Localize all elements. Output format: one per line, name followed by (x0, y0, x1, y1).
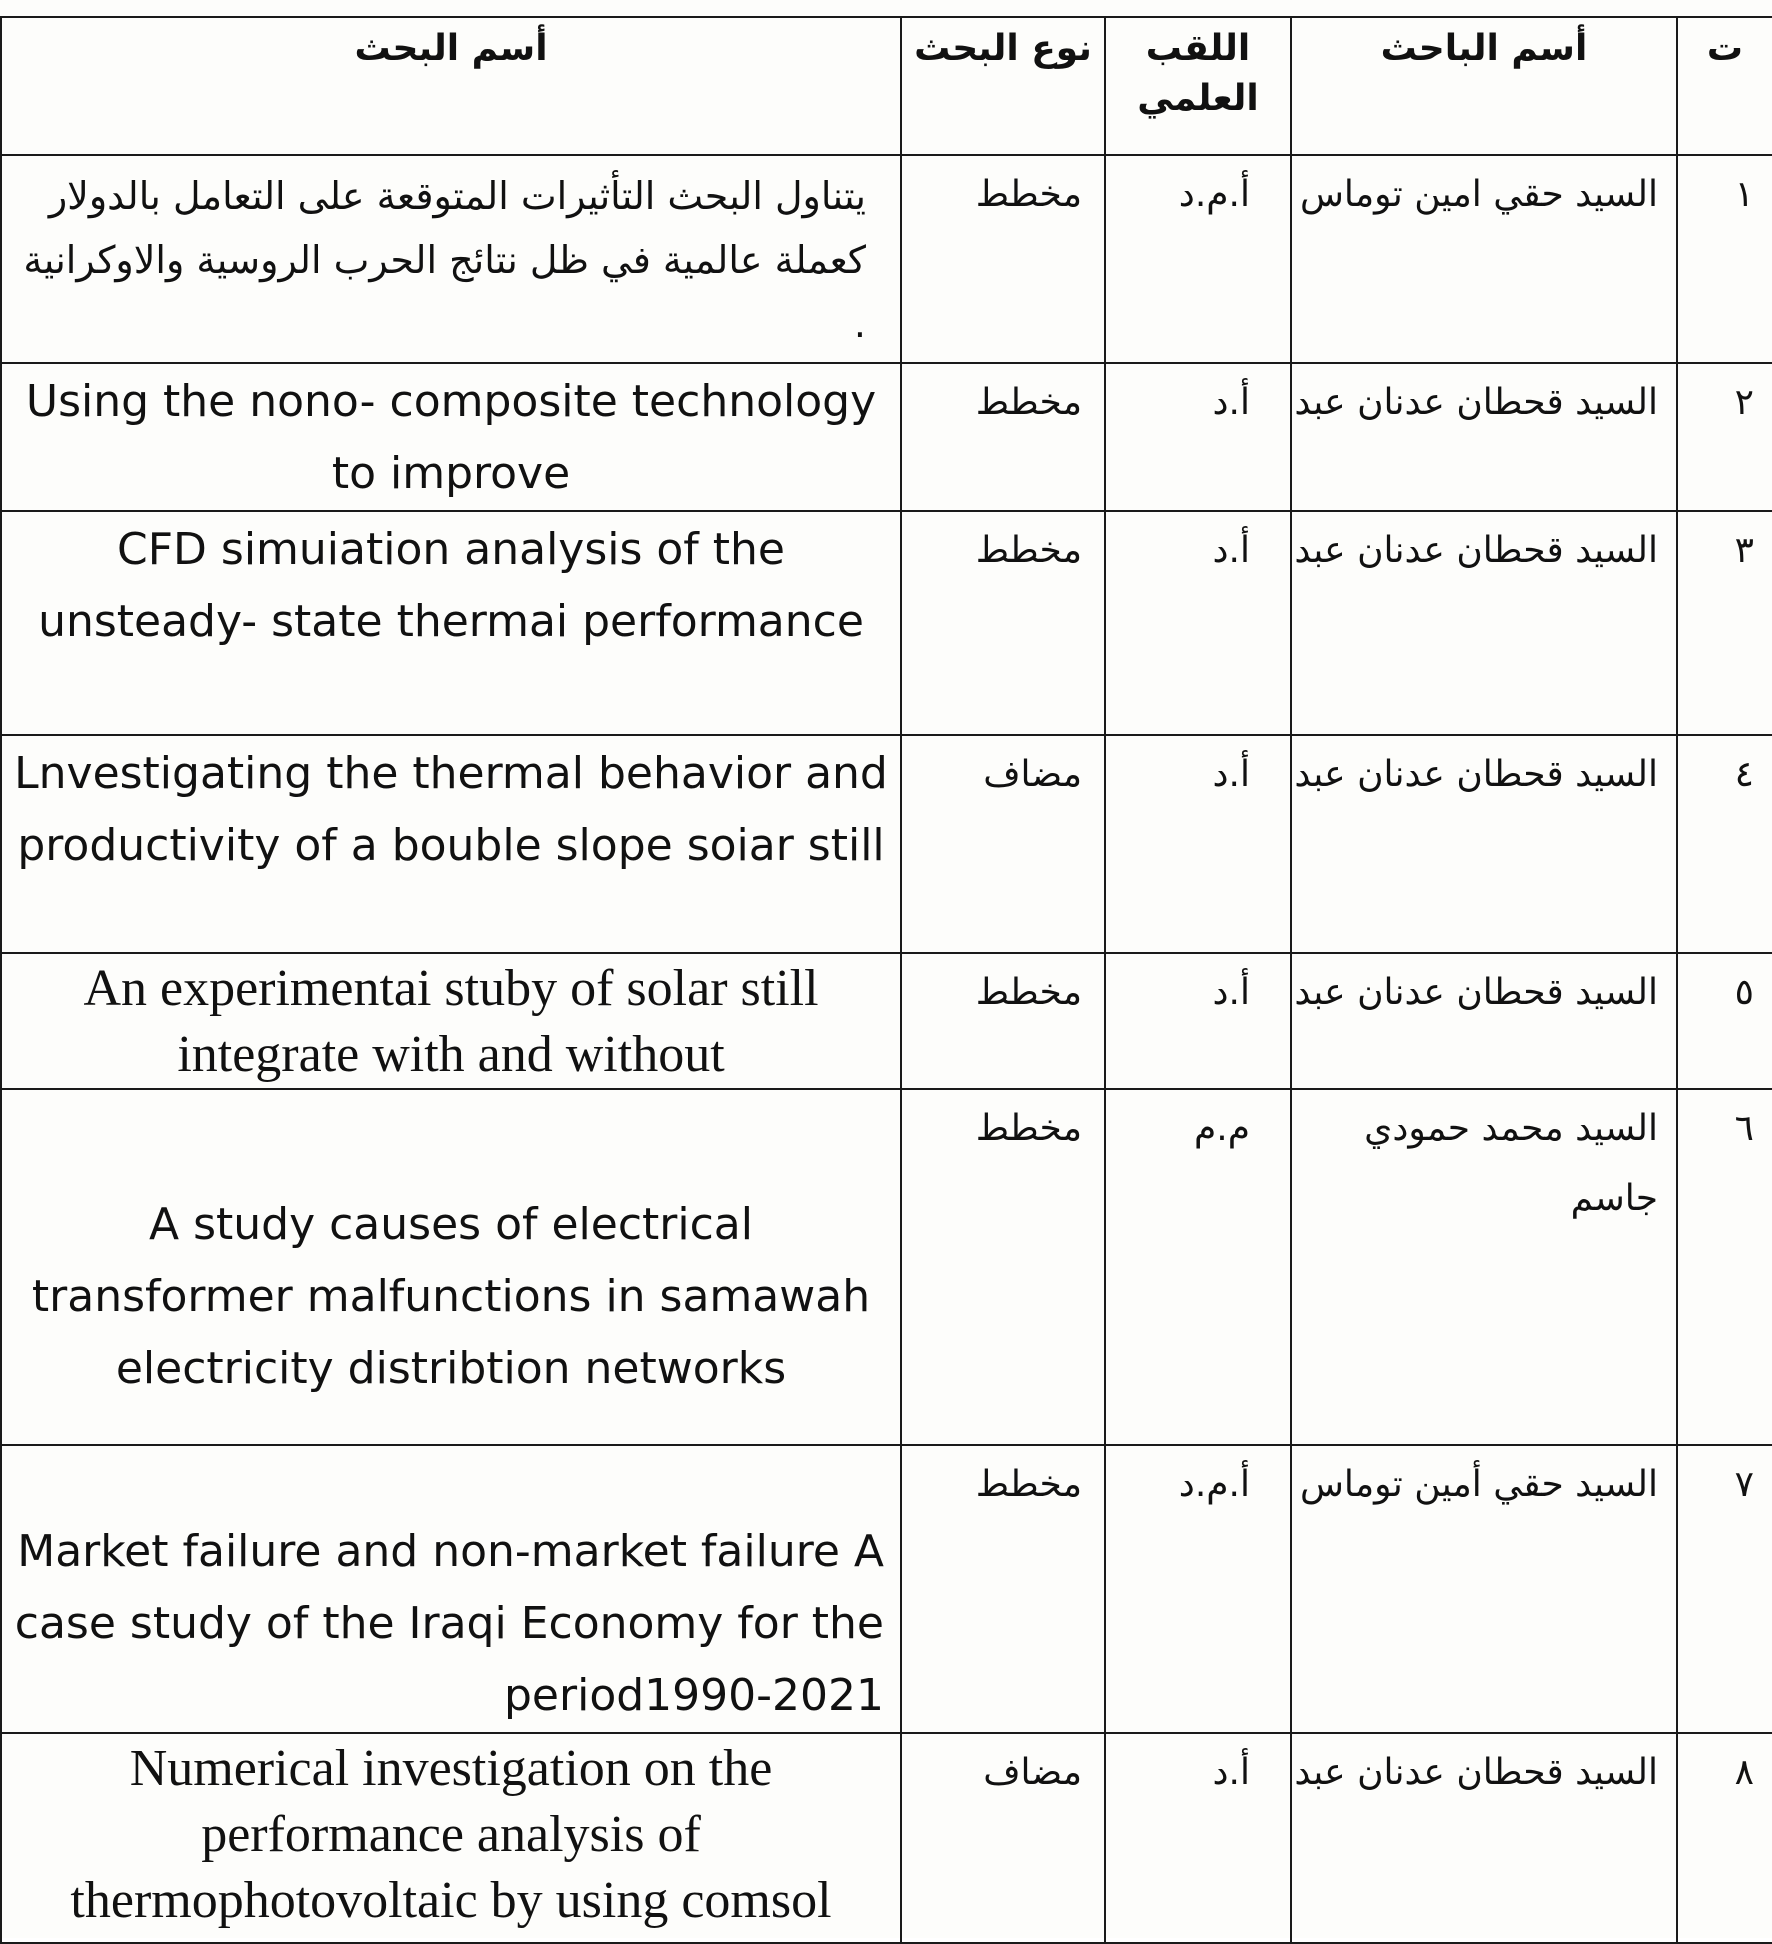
table-row (1, 155, 1772, 363)
research-type-cell: مخطط (901, 1089, 1105, 1445)
research-title-cell: Lnvestigating the thermal behavior and productivity of a bouble slope soiar still (1, 735, 901, 953)
table-row (1, 1089, 1772, 1445)
researcher-name-cell: السيد قحطان عدنان عبد (1291, 1733, 1677, 1943)
researcher-name-cell: السيد حقي امين توماس (1291, 155, 1677, 363)
row-number-cell: ٤ (1677, 735, 1772, 953)
research-type-cell: مضاف (901, 1733, 1105, 1943)
header-academic-title: اللقب العلمي (1105, 17, 1291, 155)
research-title-cell: Using the nono- composite technology to improve (1, 363, 901, 511)
researcher-name-cell: السيد قحطان عدنان عبد (1291, 735, 1677, 953)
row-number-cell: ١ (1677, 155, 1772, 363)
header-number: ت (1677, 17, 1772, 155)
academic-title-cell: أ.م.د (1105, 155, 1291, 363)
table-row (1, 363, 1772, 511)
researcher-name-cell: السيد قحطان عدنان عبد (1291, 511, 1677, 735)
table-row (1, 953, 1772, 1089)
research-title-cell: A study causes of electrical transformer malfunctions in samawah electricity distribtion networks (1, 1089, 901, 1445)
academic-title-cell: أ.د (1105, 953, 1291, 1089)
research-table (0, 16, 1772, 1944)
header-research-type: نوع البحث (901, 17, 1105, 155)
table-row (1, 511, 1772, 735)
research-title-cell: Numerical investigation on the performance analysis of thermophotovoltaic by using comsol (1, 1733, 901, 1943)
academic-title-cell: أ.د (1105, 511, 1291, 735)
row-number-cell: ٣ (1677, 511, 1772, 735)
table-row (1, 1445, 1772, 1733)
research-type-cell: مخطط (901, 155, 1105, 363)
research-type-cell: مخطط (901, 511, 1105, 735)
header-row (1, 17, 1772, 155)
academic-title-cell: أ.م.د (1105, 1445, 1291, 1733)
research-type-cell: مضاف (901, 735, 1105, 953)
header-research-title: أسم البحث (1, 17, 901, 155)
header-researcher-name: أسم الباحث (1291, 17, 1677, 155)
row-number-cell: ٧ (1677, 1445, 1772, 1733)
researcher-name-cell: السيد قحطان عدنان عبد (1291, 363, 1677, 511)
research-type-cell: مخطط (901, 363, 1105, 511)
research-title-cell: An experimentai stuby of solar still integrate with and without (1, 953, 901, 1089)
research-title-cell: Market failure and non-market failure A case study of the Iraqi Economy for the period1990-2021 (1, 1445, 901, 1733)
table-row (1, 735, 1772, 953)
academic-title-cell: م.م (1105, 1089, 1291, 1445)
row-number-cell: ٦ (1677, 1089, 1772, 1445)
research-title-cell: يتناول البحث التأثيرات المتوقعة على التعامل بالدولار كعملة عالمية في ظل نتائج الحرب الروسية والاوكرانية . (1, 155, 901, 363)
academic-title-cell: أ.د (1105, 1733, 1291, 1943)
researcher-name-cell: السيد محمد حمودي جاسم (1291, 1089, 1677, 1445)
research-type-cell: مخطط (901, 953, 1105, 1089)
row-number-cell: ٨ (1677, 1733, 1772, 1943)
academic-title-cell: أ.د (1105, 735, 1291, 953)
research-title-cell: CFD simuiation analysis of the unsteady- state thermai performance (1, 511, 901, 735)
academic-title-cell: أ.د (1105, 363, 1291, 511)
row-number-cell: ٢ (1677, 363, 1772, 511)
researcher-name-cell: السيد قحطان عدنان عبد (1291, 953, 1677, 1089)
table-row (1, 1733, 1772, 1943)
researcher-name-cell: السيد حقي أمين توماس (1291, 1445, 1677, 1733)
research-type-cell: مخطط (901, 1445, 1105, 1733)
row-number-cell: ٥ (1677, 953, 1772, 1089)
